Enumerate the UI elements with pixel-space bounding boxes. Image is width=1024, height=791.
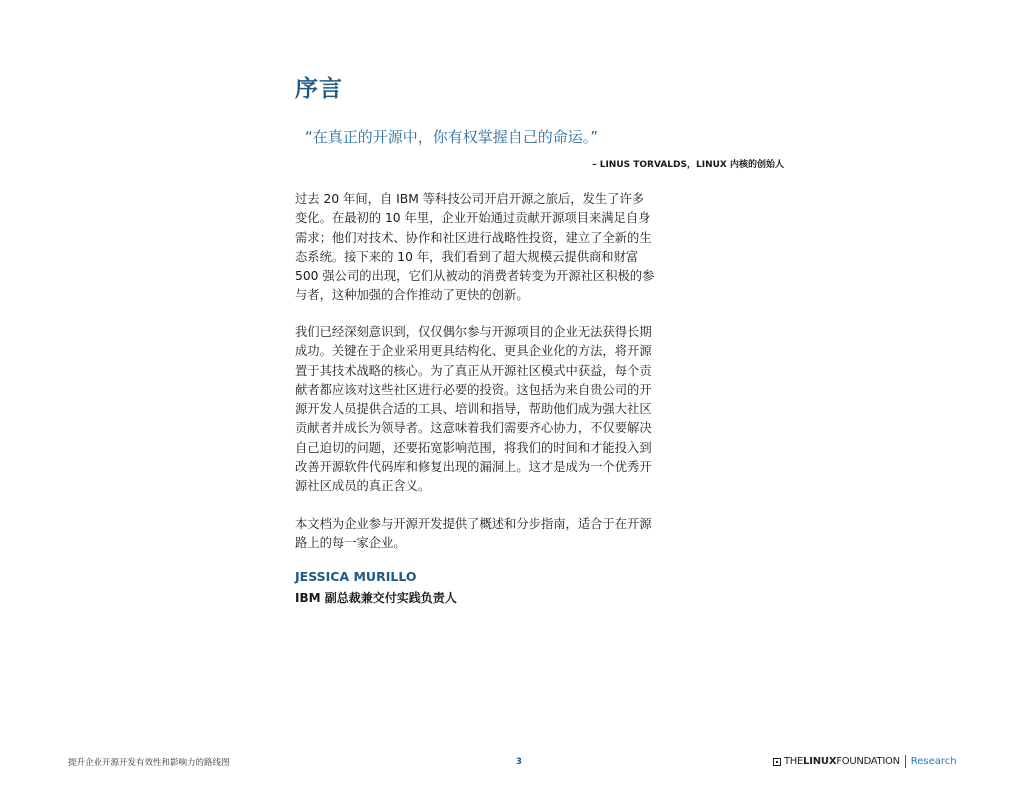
paragraph-line: 改善开源软件代码库和修复出现的漏洞上。这才是成为一个优秀开 <box>295 460 652 475</box>
paragraph-line: 贡献者并成长为领导者。这意味着我们需要齐心协力，不仅要解决 <box>295 421 652 436</box>
paragraph-line: 自己迫切的问题，还要拓宽影响范围，将我们的时间和才能投入到 <box>295 440 652 455</box>
paragraph-line: 路上的每一家企业。 <box>295 536 406 551</box>
linux-foundation-logo <box>773 755 957 768</box>
paragraph-1 <box>295 190 657 306</box>
logo-linux: LINUX <box>803 756 837 767</box>
logo-divider <box>905 755 906 768</box>
linux-foundation-mark-icon <box>773 758 781 766</box>
logo-research: Research <box>910 756 957 767</box>
paragraph-line: 源社区成员的真正含义。 <box>295 479 431 494</box>
author-name: JESSICA MURILLO <box>295 569 417 584</box>
page-title: 序言 <box>295 76 343 102</box>
paragraph-line: 过去 20 年间，自 IBM 等科技公司开启开源之旅后，发生了许多 <box>295 192 645 206</box>
paragraph-line: 500 强公司的出现，它们从被动的消费者转变为开源社区积极的参 <box>295 269 655 284</box>
paragraph-line: 本文档为企业参与开源开发提供了概述和分步指南，适合于在开源 <box>295 517 652 531</box>
paragraph-2 <box>295 323 657 497</box>
logo-foundation: FOUNDATION <box>836 756 900 767</box>
paragraph-line: 态系统。接下来的 10 年，我们看到了超大规模云提供商和财富 <box>295 249 639 264</box>
logo-the: THE <box>784 756 804 767</box>
paragraph-3 <box>295 515 657 554</box>
paragraph-line: 我们已经深刻意识到，仅仅偶尔参与开源项目的企业无法获得长期 <box>295 325 652 339</box>
page-number: 3 <box>516 757 522 767</box>
quote-attribution: – LINUS TORVALDS，LINUX 内核的创始人 <box>592 160 784 170</box>
paragraph-line: 置于其技术战略的核心。为了真正从开源社区模式中获益，每个贡 <box>295 363 652 378</box>
paragraph-line: 与者，这种加强的合作推动了更快的创新。 <box>295 288 529 303</box>
paragraph-line: 需求；他们对技术、协作和社区进行战略性投资，建立了全新的生 <box>295 230 652 245</box>
pull-quote: “在真正的开源中，你有权掌握自己的命运。” <box>305 128 599 146</box>
paragraph-line: 源开发人员提供合适的工具、培训和指导，帮助他们成为强大社区 <box>295 402 652 417</box>
paragraph-line: 献者都应该对这些社区进行必要的投资。这包括为来自贵公司的开 <box>295 382 652 397</box>
paragraph-line: 变化。在最初的 10 年里，企业开始通过贡献开源项目来满足自身 <box>295 211 651 226</box>
footer-doc-title: 提升企业开源开发有效性和影响力的路线图 <box>68 758 230 768</box>
author-title: IBM 副总裁兼交付实践负责人 <box>295 591 457 605</box>
paragraph-line: 成功。关键在于企业采用更具结构化、更具企业化的方法，将开源 <box>295 344 652 359</box>
